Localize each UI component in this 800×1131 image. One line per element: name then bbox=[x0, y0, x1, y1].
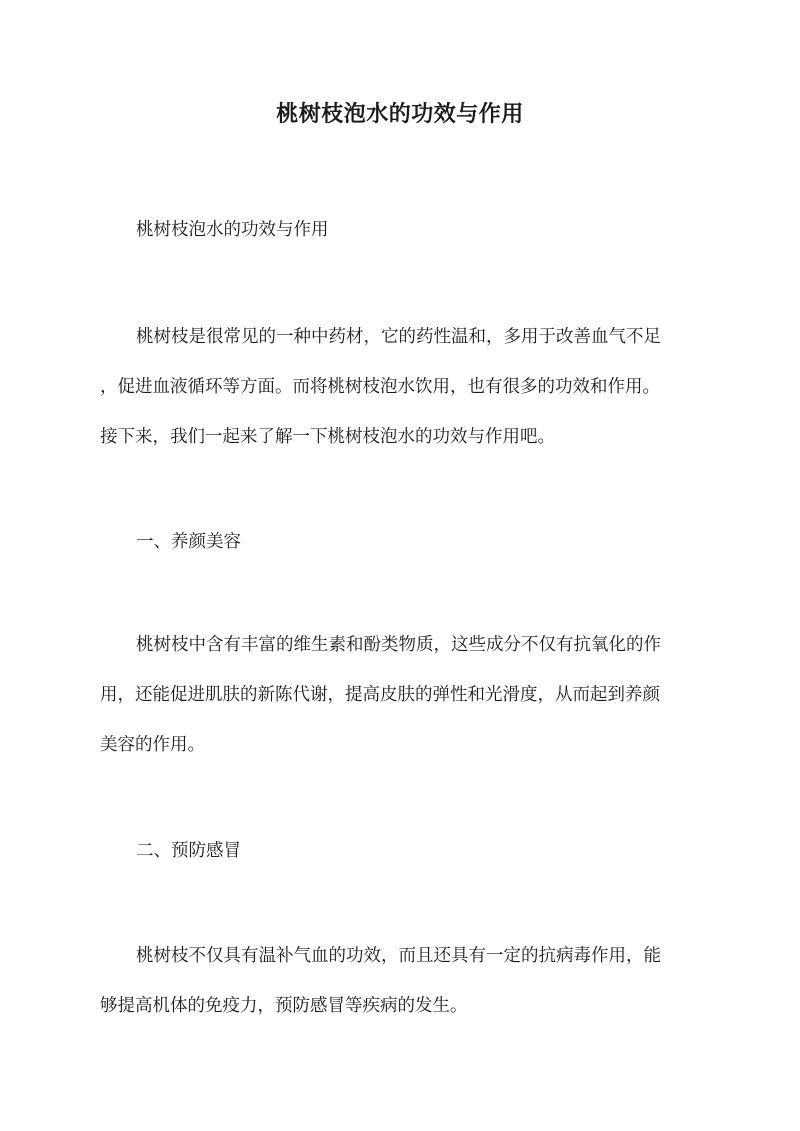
section-heading-1 bbox=[100, 517, 700, 567]
section-paragraph-1 bbox=[100, 620, 700, 770]
paragraph-line: 美容的作用。 bbox=[100, 735, 205, 755]
intro-paragraph bbox=[100, 312, 700, 462]
intro-line: 接下来，我们一起来了解一下桃树枝泡水的功效与作用吧。 bbox=[100, 427, 555, 447]
paragraph-line: 桃树枝中含有丰富的维生素和酚类物质，这些成分不仅有抗氧化的作 bbox=[136, 635, 661, 655]
section-heading: 二、预防感冒 bbox=[136, 841, 241, 861]
section-heading-2 bbox=[100, 826, 700, 876]
intro-line: 桃树枝是很常见的一种中药材，它的药性温和，多用于改善血气不足 bbox=[136, 327, 661, 347]
section-paragraph-2 bbox=[100, 931, 700, 1031]
paragraph-line: 够提高机体的免疫力，预防感冒等疾病的发生。 bbox=[100, 996, 468, 1016]
paragraph-line: 用，还能促进肌肤的新陈代谢，提高皮肤的弹性和光滑度，从而起到养颜 bbox=[100, 685, 660, 705]
intro-line: ，促进血液循环等方面。而将桃树枝泡水饮用，也有很多的功效和作用。 bbox=[100, 377, 660, 397]
paragraph-line: 桃树枝不仅具有温补气血的功效，而且还具有一定的抗病毒作用，能 bbox=[136, 946, 661, 966]
section-heading: 一、养颜美容 bbox=[136, 532, 241, 552]
section-subtitle bbox=[100, 205, 700, 255]
document-title: 桃树枝泡水的功效与作用 bbox=[276, 101, 524, 127]
subtitle-text: 桃树枝泡水的功效与作用 bbox=[136, 220, 329, 240]
